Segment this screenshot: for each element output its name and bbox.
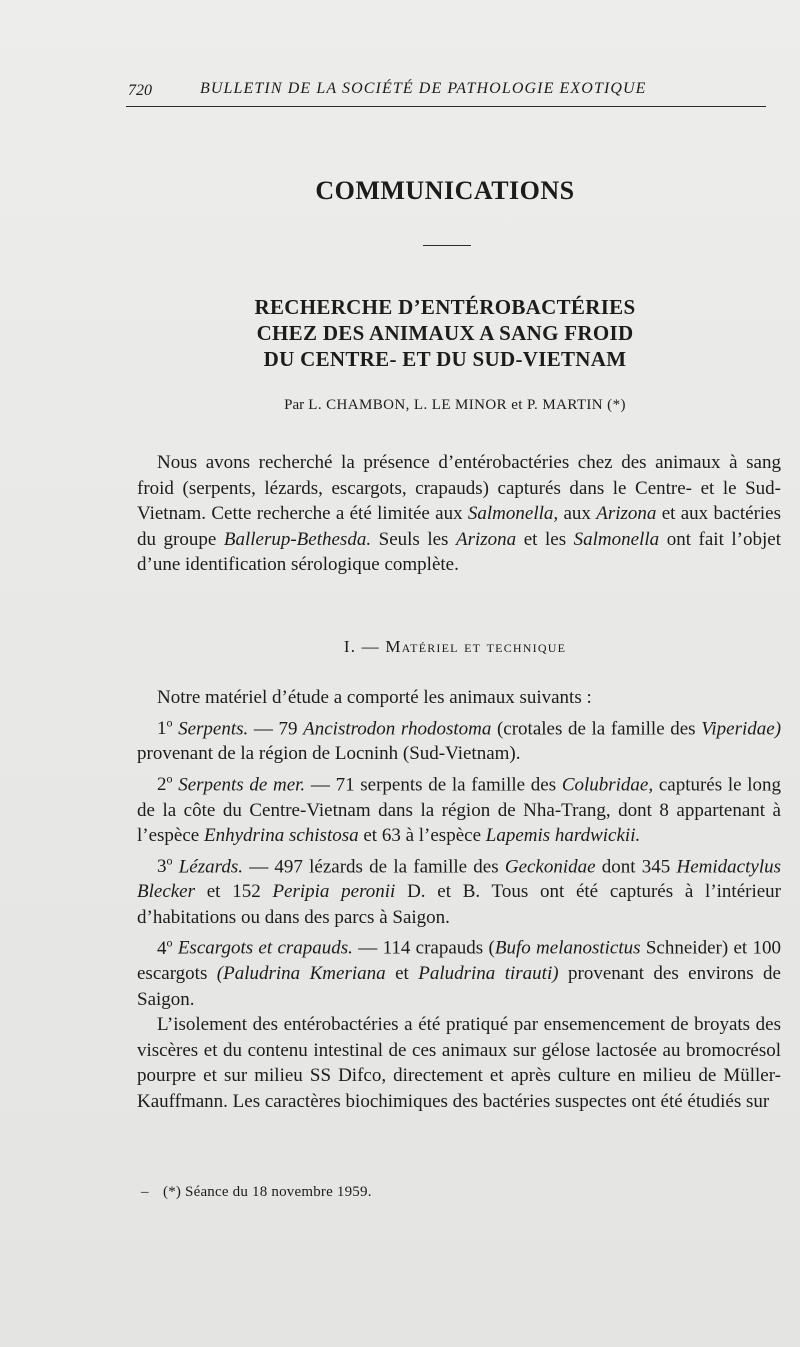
text-run: L’isolement des entérobactéries a été pratiqué par ensemencement de broyats des viscères et du contenu intestinal de ces animaux sur gélose lactosée au bromocrésol pourpre et sur milieu SS Difco, directement et après culture en milieu de Müller-Kauffmann. Les caractères biochimiques des bactéries suspectes ont été étudiés sur bbox=[137, 1014, 781, 1112]
item-number: 3$^o$ bbox=[157, 853, 173, 877]
item-number: 1$^o$ bbox=[157, 715, 173, 739]
header-rule bbox=[126, 106, 766, 107]
article-title-line: DU CENTRE- ET DU SUD-VIETNAM bbox=[263, 347, 627, 371]
section-dash: — bbox=[361, 637, 380, 656]
authors-prefix: Par bbox=[284, 397, 305, 413]
family-name: Colubridae, bbox=[561, 774, 654, 796]
text-run: et 152 bbox=[195, 881, 273, 903]
article-title-line: RECHERCHE D’ENTÉROBACTÉRIES bbox=[254, 295, 636, 319]
text-run: aux bbox=[558, 503, 597, 524]
article-authors bbox=[160, 397, 750, 414]
genus-name: Salmonella bbox=[573, 528, 660, 550]
family-name: Viperidae) bbox=[701, 717, 782, 739]
genus-name: Salmonella, bbox=[467, 503, 559, 524]
article-title bbox=[200, 294, 690, 372]
genus-name: Arizona bbox=[596, 503, 657, 524]
material-item-snakes bbox=[137, 711, 781, 767]
text-run: ont fait l’objet d’une identification sérologique complète. bbox=[137, 528, 781, 575]
text-run: Notre matériel d’étude a comporté les animaux suivants : bbox=[157, 687, 592, 708]
text-run: et les bbox=[516, 528, 574, 550]
footnote-text: Séance du 18 novembre 1959. bbox=[185, 1184, 372, 1200]
text-run: provenant des environs de Saigon. bbox=[137, 963, 781, 1010]
page-number: 720 bbox=[128, 82, 152, 99]
running-head-title: BULLETIN DE LA SOCIÉTÉ DE PATHOLOGIE EXOTIQUE bbox=[200, 80, 647, 97]
materials-section bbox=[137, 685, 781, 1114]
text-run: (crotales de la famille des bbox=[491, 717, 702, 739]
text-run: — 79 bbox=[248, 717, 304, 739]
footnote-mark: (*) bbox=[163, 1184, 182, 1200]
group-name: Ballerup-Bethesda. bbox=[223, 528, 372, 550]
isolation-paragraph bbox=[137, 1012, 781, 1114]
section-number: I. bbox=[343, 637, 357, 656]
authors-names: L. CHAMBON, L. LE MINOR et P. MARTIN bbox=[308, 397, 604, 413]
text-run: et aux bactéries du groupe bbox=[137, 503, 781, 550]
footnote bbox=[141, 1184, 372, 1201]
text-run: Nous avons recherché la présence d’entérobactéries chez des animaux à sang froid (serpents, lézards, escargots, crapauds) capturés dans le Centre- et le Sud-Vietnam. Cette recherche a été limitée aux bbox=[137, 452, 781, 524]
text-run: D. et B. Tous ont été capturés à l’intérieur d’habitations ou dans des parcs à Saigon. bbox=[137, 881, 781, 928]
text-run: — 497 lézards de la famille des bbox=[242, 855, 505, 877]
genus-name: Arizona bbox=[456, 528, 517, 550]
material-item-lizards bbox=[137, 849, 781, 931]
text-run: capturés le long de la côte du Centre-Vietnam dans la région de Nha-Trang, dont 8 appartenant à l’espèce bbox=[137, 774, 782, 847]
text-run: — 114 crapauds ( bbox=[352, 937, 495, 959]
item-number: 4$^o$ bbox=[157, 935, 173, 959]
text-run: et bbox=[385, 963, 419, 985]
species-name: Paludrina tirauti) bbox=[418, 963, 559, 985]
text-run: provenant de la région de Locninh (Sud-Vietnam). bbox=[137, 743, 521, 765]
species-name: (Paludrina Kmeriana bbox=[216, 963, 386, 985]
article-title-line: CHEZ DES ANIMAUX A SANG FROID bbox=[256, 321, 634, 345]
species-name: Lapemis hardwickii. bbox=[485, 825, 641, 847]
running-header bbox=[128, 80, 768, 106]
footnote-dash: – bbox=[141, 1184, 149, 1200]
materials-intro bbox=[137, 685, 781, 711]
material-item-snails-toads bbox=[137, 930, 781, 1012]
item-label: Serpents. bbox=[178, 717, 249, 739]
item-label: Lézards. bbox=[178, 855, 243, 877]
intro-paragraph bbox=[137, 450, 781, 578]
text-run: — 71 serpents de la famille des bbox=[305, 774, 562, 796]
family-name: Geckonidae bbox=[504, 855, 596, 877]
species-name: Ancistrodon rhodostoma bbox=[303, 717, 492, 739]
section-title: COMMUNICATIONS bbox=[315, 176, 575, 205]
title-divider bbox=[423, 245, 471, 246]
text-run: Seuls les bbox=[371, 528, 456, 550]
species-name: Bufo melanostictus bbox=[494, 937, 641, 959]
item-label: Escargots et crapauds. bbox=[177, 937, 353, 959]
species-name: Enhydrina schistosa bbox=[203, 825, 359, 847]
species-name: Hemidactylus Blecker bbox=[137, 855, 782, 903]
material-item-sea-snakes bbox=[137, 767, 781, 849]
text-run: dont 345 bbox=[595, 855, 677, 877]
species-name: Peripia peronii bbox=[272, 881, 396, 903]
item-number: 2$^o$ bbox=[157, 771, 173, 796]
text-run: et 63 à l’espèce bbox=[358, 825, 486, 847]
section-title-text: Matériel et technique bbox=[385, 637, 567, 656]
text-run: Schneider) et 100 escargots bbox=[137, 937, 781, 985]
footnote-mark: (*) bbox=[607, 397, 626, 413]
item-label: Serpents de mer. bbox=[178, 774, 306, 796]
section-heading bbox=[160, 637, 750, 657]
